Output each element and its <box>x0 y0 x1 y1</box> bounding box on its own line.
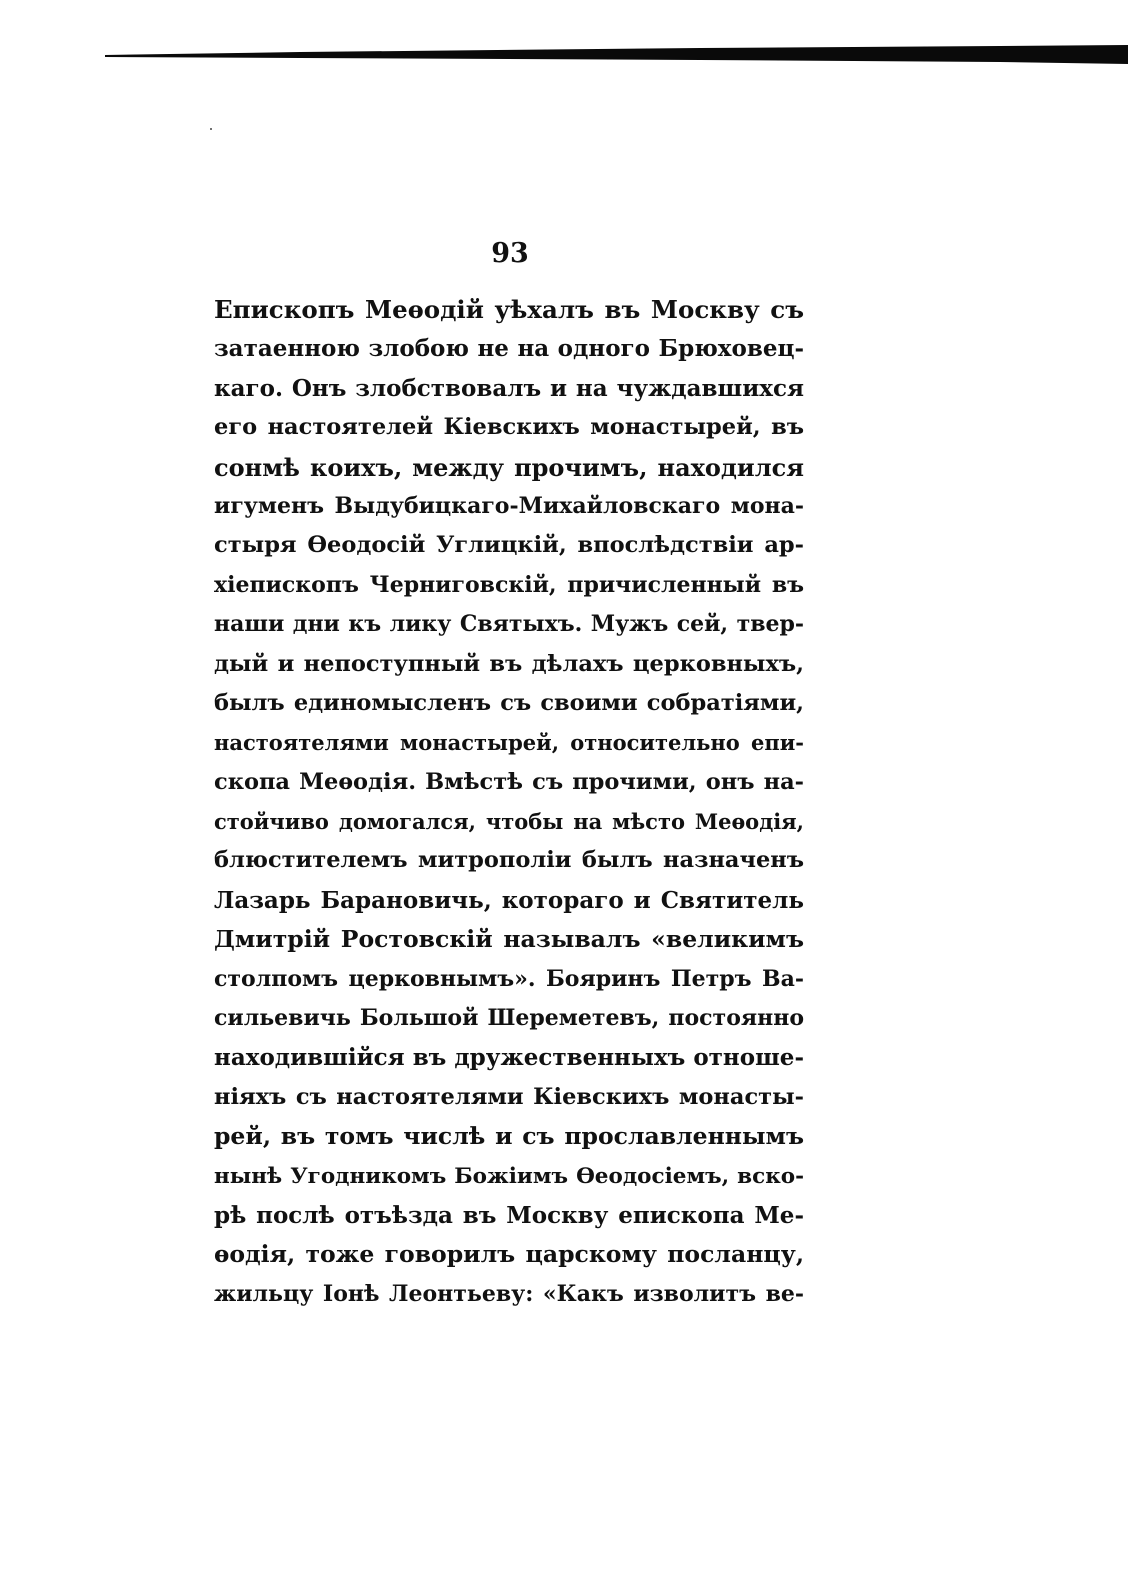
text-line: Лазарь Барановичь, котораго и Святитель <box>214 886 804 914</box>
text-line: его настоятелей Кіевскихъ монастырей, въ <box>214 414 804 441</box>
text-line: каго. Онъ злобствовалъ и на чуждавшихся <box>214 374 804 402</box>
text-line: стойчиво домогался, чтобы на мѣсто Меѳодія, <box>214 809 804 835</box>
text-line: скопа Меѳодія. Вмѣстѣ съ прочими, онъ на- <box>214 768 804 795</box>
text-line: настоятелями монастырей, относительно епи- <box>214 730 804 756</box>
text-line: стыря Ѳеодосій Углицкій, впослѣдствіи ар- <box>214 532 804 559</box>
text-line: находившійся въ дружественныхъ отноше- <box>214 1044 804 1072</box>
text-line: Епископъ Меѳодій уѣхалъ въ Москву съ <box>214 295 804 324</box>
text-line: рей, въ томъ числѣ и съ прославленнымъ <box>214 1122 804 1151</box>
text-line: наши дни къ лику Святыхъ. Мужъ сей, твер- <box>214 611 804 638</box>
body-text <box>214 290 804 1314</box>
text-line: былъ единомысленъ съ своими собратіями, <box>214 689 804 716</box>
text-line: рѣ послѣ отъѣзда въ Москву епископа Ме- <box>214 1201 804 1229</box>
text-line: ѳодія, тоже говорилъ царскому посланцу, <box>214 1240 804 1269</box>
text-line: сонмѣ коихъ, между прочимъ, находился <box>214 452 804 482</box>
page-number: 93 <box>491 238 529 269</box>
text-line: дый и непоступный въ дѣлахъ церковныхъ, <box>214 650 804 677</box>
text-line: игуменъ Выдубицкаго-Михайловскаго мона- <box>214 492 804 519</box>
text-line: нынѣ Угодникомъ Божіимъ Ѳеодосіемъ, вско- <box>214 1163 804 1189</box>
scan-speck <box>210 128 212 130</box>
text-line: хіепископъ Черниговскій, причисленный въ <box>214 571 804 598</box>
text-line: затаенною злобою не на одного Брюховец- <box>214 335 804 363</box>
text-line: ніяхъ съ настоятелями Кіевскихъ монасты- <box>214 1083 804 1110</box>
text-line: сильевичь Большой Шереметевъ, постоянно <box>214 1005 804 1032</box>
text-line: столпомъ церковнымъ». Бояринъ Петръ Ва- <box>214 965 804 992</box>
text-line: блюстителемъ митрополіи былъ назначенъ <box>214 847 804 874</box>
top-scan-rule <box>0 0 1140 80</box>
text-line: жильцу Іонѣ Леонтьеву: «Какъ изволитъ ве- <box>214 1280 804 1307</box>
text-line: Дмитрій Ростовскій называлъ «великимъ <box>214 925 804 954</box>
